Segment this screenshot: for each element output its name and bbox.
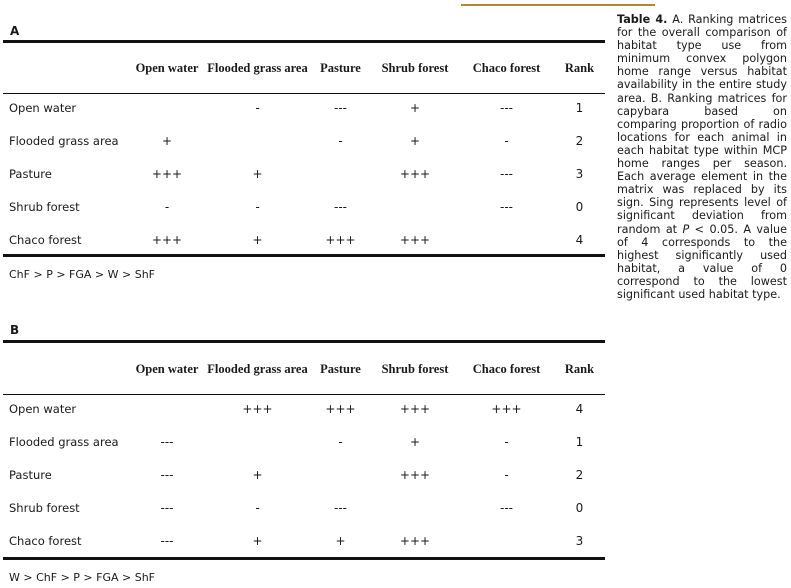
matrix-cell: --- (160, 500, 174, 515)
matrix-cell (205, 124, 310, 157)
panel-a-header-rule (3, 93, 605, 94)
matrix-cell: - (255, 500, 260, 515)
caption-label: Table 4. (617, 13, 668, 26)
matrix-cell (310, 458, 371, 491)
matrix-cell: +++ (399, 533, 431, 548)
matrix-cell: - (504, 467, 509, 482)
rank-cell: 3 (575, 533, 584, 548)
matrix-cell: + (335, 533, 346, 548)
top-accent-rule (461, 4, 655, 6)
header-cell-shrub-forest: Shrub forest (381, 362, 449, 376)
header-cell-pasture: Pasture (320, 362, 361, 376)
row-label: Pasture (9, 166, 52, 181)
matrix-cell: --- (334, 199, 347, 214)
row-label: Chaco forest (9, 232, 82, 247)
matrix-cell: --- (500, 100, 513, 115)
header-cell-pasture: Pasture (320, 61, 361, 75)
header-cell-rank: Rank (564, 362, 595, 376)
row-label: Open water (9, 100, 77, 115)
rank-cell: 0 (575, 199, 584, 214)
matrix-cell: --- (160, 467, 174, 482)
panel-a-order: ChF > P > FGA > W > ShF (9, 268, 155, 281)
caption-text: A. Ranking matrices for the overall comparison of habitat type use from minimum convex polygon home range versus habitat availability in the entire study area. B. Ranking matrices for capybara based on comparing proportion of radio locations for each animal in each habitat type within MCP home ranges per season. Each average element in the matrix was replaced by its sign. Sing represents level of significant deviation from random at (617, 13, 787, 236)
rank-cell: 4 (575, 232, 584, 247)
panel-a-top-rule (3, 40, 605, 43)
table-row (3, 190, 605, 223)
matrix-cell: + (252, 467, 263, 482)
matrix-cell: + (252, 166, 263, 181)
matrix-cell: + (161, 133, 173, 148)
matrix-cell (459, 524, 554, 557)
matrix-cell: - (504, 434, 509, 449)
matrix-cell: +++ (242, 401, 273, 416)
matrix-cell: + (409, 100, 421, 115)
table-row (3, 392, 605, 425)
table-caption (617, 13, 787, 301)
header-cell-rank: Rank (564, 61, 595, 75)
table-row (3, 491, 605, 524)
matrix-cell: + (409, 434, 421, 449)
matrix-cell (205, 425, 310, 458)
matrix-cell: +++ (151, 166, 183, 181)
row-label: Open water (9, 401, 77, 416)
matrix-cell: +++ (325, 401, 356, 416)
header-cell-flooded-grass-area: Flooded grass area (207, 61, 308, 75)
table-row (3, 157, 605, 190)
matrix-cell: +++ (399, 232, 431, 247)
header-cell-corner (3, 46, 129, 91)
header-cell-flooded-grass-area: Flooded grass area (207, 362, 308, 376)
matrix-cell: --- (334, 500, 347, 515)
row-label: Flooded grass area (9, 133, 119, 148)
header-cell-corner (3, 347, 129, 392)
matrix-cell (459, 223, 554, 256)
header-cell-open-water: Open water (135, 362, 199, 376)
ranking-table-a (3, 46, 605, 256)
matrix-cell: - (255, 199, 260, 214)
rank-cell: 2 (575, 133, 584, 148)
matrix-cell: --- (500, 199, 513, 214)
matrix-cell: + (252, 232, 263, 247)
row-label: Shrub forest (9, 199, 80, 214)
rank-cell: 3 (575, 166, 584, 181)
panel-a-bottom-rule (3, 254, 605, 257)
table-row (3, 524, 605, 557)
matrix-cell (371, 491, 459, 524)
caption-p-symbol: P (682, 222, 690, 236)
header-cell-chaco-forest: Chaco forest (472, 362, 541, 376)
matrix-cell: +++ (399, 467, 431, 482)
matrix-cell (310, 157, 371, 190)
panel-b-letter: B (10, 323, 20, 337)
header-cell-open-water: Open water (135, 61, 199, 75)
matrix-cell: --- (500, 166, 513, 181)
ranking-table-b (3, 347, 605, 557)
panel-b-bottom-rule (3, 557, 605, 560)
rank-cell: 1 (575, 100, 584, 115)
rank-cell: 4 (575, 401, 584, 416)
table-row (3, 458, 605, 491)
table-row (3, 91, 605, 124)
matrix-cell: - (164, 199, 170, 214)
panel-b-header-rule (3, 394, 605, 395)
rank-cell: 0 (575, 500, 584, 515)
matrix-cell: +++ (325, 232, 356, 247)
matrix-cell: - (504, 133, 509, 148)
matrix-cell: --- (334, 100, 347, 115)
table-row (3, 124, 605, 157)
matrix-cell: --- (500, 500, 513, 515)
matrix-cell: +++ (491, 401, 522, 416)
matrix-cell: - (255, 100, 260, 115)
matrix-cell: - (338, 133, 343, 148)
rank-cell: 2 (575, 467, 584, 482)
matrix-cell: + (252, 533, 263, 548)
caption-text-after: < 0.05. A value of 4 corresponds to the highest significantly used habitat, a value of 0 correspond to the lowest significant used habitat type. (617, 222, 787, 301)
matrix-cell (129, 91, 205, 124)
matrix-cell: + (409, 133, 421, 148)
matrix-cell: +++ (399, 401, 431, 416)
matrix-cell: +++ (151, 232, 183, 247)
panel-b-top-rule (3, 340, 605, 343)
row-label: Shrub forest (9, 500, 80, 515)
matrix-cell: +++ (399, 166, 431, 181)
panel-b-order: W > ChF > P > FGA > ShF (9, 571, 155, 584)
matrix-cell: - (338, 434, 343, 449)
row-label: Pasture (9, 467, 52, 482)
header-cell-shrub-forest: Shrub forest (381, 61, 449, 75)
table-row (3, 223, 605, 256)
row-label: Flooded grass area (9, 434, 119, 449)
matrix-cell (129, 392, 205, 425)
matrix-cell: --- (160, 434, 174, 449)
panel-a-letter: A (10, 24, 20, 38)
matrix-cell (371, 190, 459, 223)
rank-cell: 1 (575, 434, 584, 449)
matrix-cell: --- (160, 533, 174, 548)
row-label: Chaco forest (9, 533, 82, 548)
table-row (3, 425, 605, 458)
header-cell-chaco-forest: Chaco forest (472, 61, 541, 75)
